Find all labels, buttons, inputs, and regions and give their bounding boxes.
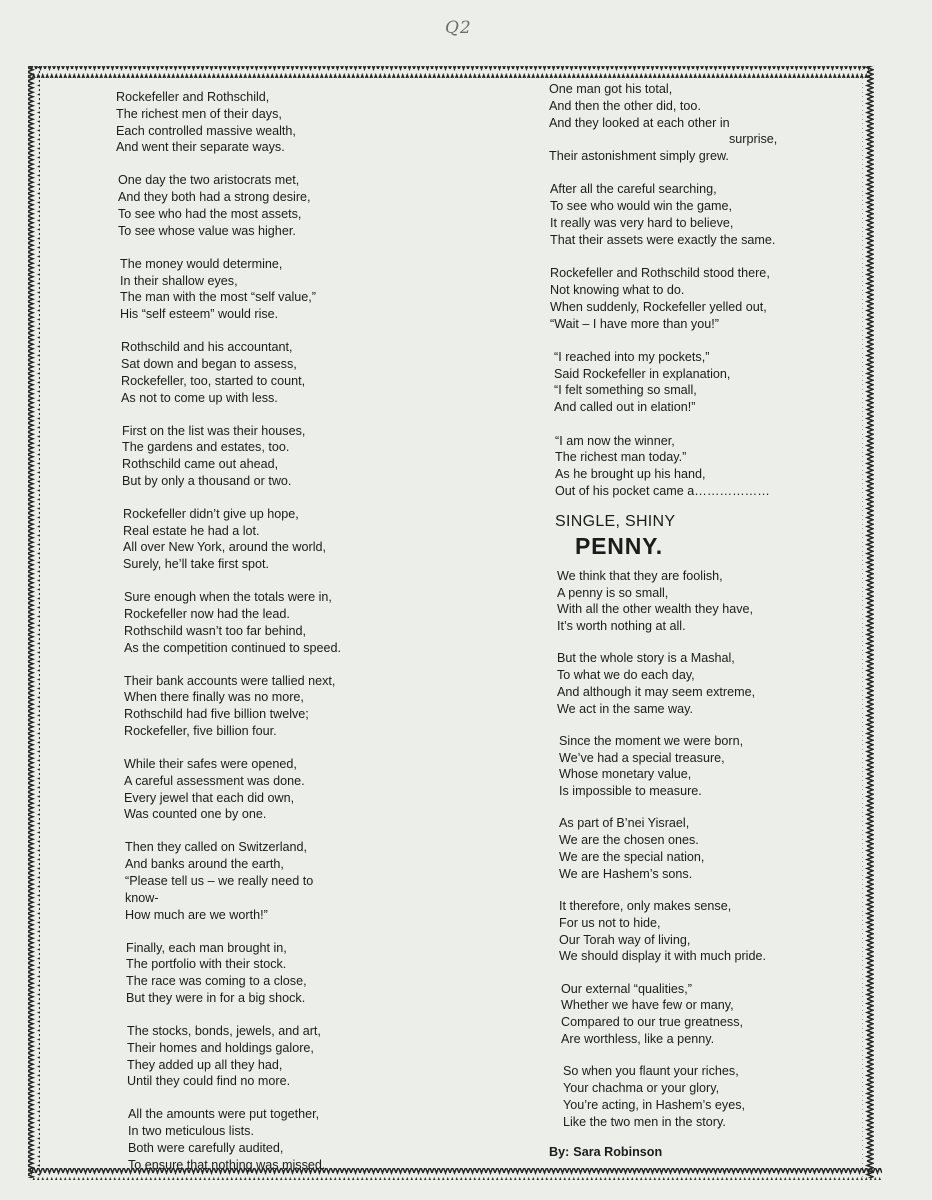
border-right [862, 66, 874, 1178]
byline-prefix: By: [549, 1144, 570, 1159]
poem-line: Both were carefully audited, [128, 1140, 284, 1155]
stanza [549, 568, 799, 635]
poem-line: To see who would win the game, [550, 199, 733, 214]
stanza [116, 940, 386, 1007]
poem-line: The man with the most “self value,” [120, 290, 316, 305]
poem-line: To see whose value was higher. [118, 223, 296, 238]
poem-line: While their safes were opened, [124, 757, 297, 771]
poem-line: And they looked at each other in [549, 115, 730, 130]
poem-line: And called out in elation!” [554, 400, 696, 415]
poem-line: Said Rockefeller in explanation, [554, 366, 731, 381]
stanza [116, 256, 386, 323]
poem-line: You’re acting, in Hashem’s eyes, [563, 1097, 746, 1112]
stanza [116, 589, 386, 656]
poem-line: Until they could find no more. [127, 1074, 291, 1089]
poem-line: The money would determine, [120, 256, 283, 271]
poem-line: First on the list was their houses, [122, 423, 306, 438]
poem-line: Rothschild wasn’t too far behind, [124, 623, 307, 638]
poem-line: Surely, he’ll take first spot. [123, 557, 270, 572]
poem-line: And they both had a strong desire, [118, 190, 311, 205]
stanza [549, 433, 799, 500]
poem-line: And banks around the earth, [125, 857, 284, 872]
poem-line: Like the two men in the story. [563, 1114, 726, 1129]
poem-line: Whose monetary value, [559, 767, 692, 782]
poem-line: When suddenly, Rockefeller yelled out, [550, 299, 767, 314]
poem-right-top [549, 81, 799, 500]
poem-line: We’ve had a special treasure, [559, 750, 725, 765]
stanza [549, 81, 799, 165]
page-mark: Q2 [445, 18, 472, 38]
poem-line: Real estate he had a lot. [123, 523, 260, 538]
poem-line: Their bank accounts were tallied next, [124, 673, 336, 688]
stanza [116, 423, 386, 490]
poem-line: Rockefeller now had the lead. [124, 607, 290, 622]
poem-line: Their astonishment simply grew. [549, 149, 729, 164]
poem-line: And then the other did, too. [549, 98, 701, 113]
stanza [549, 815, 799, 882]
poem-line: In two meticulous lists. [128, 1124, 254, 1139]
poem-line: To what we do each day, [557, 668, 695, 683]
poem-line: To ensure that nothing was missed. [128, 1157, 326, 1172]
poem-line: Your chachma or your glory, [563, 1081, 720, 1095]
poem-line: As he brought up his hand, [555, 467, 706, 482]
poem-line: One man got his total, [549, 82, 673, 96]
stanza [549, 981, 799, 1048]
poem-line: Then they called on Switzerland, [125, 840, 308, 855]
poem-line: With all the other wealth they have, [557, 602, 754, 617]
poem-line: surprise, [729, 132, 778, 147]
stanza [549, 1063, 799, 1130]
poem-line: It’s worth nothing at all. [557, 619, 686, 634]
poem-line: The richest man today.” [555, 450, 687, 465]
poem-line: Sat down and began to assess, [121, 356, 297, 371]
poem-line: The richest men of their days, [116, 106, 282, 121]
stanza [116, 756, 386, 823]
poem-line: Rothschild had five billion twelve; [124, 707, 309, 722]
poem-line: The portfolio with their stock. [126, 957, 287, 972]
poem-line: We act in the same way. [557, 701, 694, 716]
poem-left-column [116, 89, 386, 1190]
stanza [116, 339, 386, 406]
poem-line: Each controlled massive wealth, [116, 123, 296, 138]
stanza [116, 89, 386, 156]
stanza [116, 506, 386, 573]
poem-line: Whether we have few or many, [561, 998, 734, 1013]
poem-line: Compared to our true greatness, [561, 1015, 744, 1030]
poem-line: “I am now the winner, [555, 433, 675, 448]
stanza [549, 265, 799, 332]
poem-right-column [549, 81, 799, 1161]
poem-line: Rothschild and his accountant, [121, 340, 293, 355]
poem-line: Rockefeller and Rothschild, [116, 90, 270, 104]
poem-line: How much are we worth!” [125, 907, 268, 922]
poem-line: One day the two aristocrats met, [118, 173, 300, 188]
poem-line: The gardens and estates, too. [122, 440, 290, 455]
stanza [549, 733, 799, 800]
stanza [116, 1106, 386, 1173]
stanza [549, 181, 799, 248]
poem-line: So when you flaunt your riches, [563, 1064, 739, 1079]
byline-author: Sara Robinson [573, 1144, 663, 1159]
poem-line: It therefore, only makes sense, [559, 899, 732, 914]
poem-line: Since the moment we were born, [559, 733, 744, 748]
poem-line: His “self esteem” would rise. [120, 307, 279, 322]
border-top [30, 66, 870, 78]
poem-line: But they were in for a big shock. [126, 990, 306, 1005]
poem-line: We are Hashem’s sons. [559, 866, 693, 881]
stanza [116, 172, 386, 239]
poem-line: When there finally was no more, [124, 690, 304, 705]
poem-line: As not to come up with less. [121, 390, 278, 405]
poem-line: We are the special nation, [559, 850, 705, 865]
stanza [116, 839, 386, 923]
poem-line: A careful assessment was done. [124, 773, 305, 788]
poem-line: But the whole story is a Mashal, [557, 651, 735, 666]
poem-line: We are the chosen ones. [559, 833, 699, 848]
poem-line: Rockefeller and Rothschild stood there, [550, 266, 770, 281]
poem-line: Rockefeller didn’t give up hope, [123, 506, 299, 521]
poem-line: Out of his pocket came a……………… [555, 483, 770, 498]
poem-line: We think that they are foolish, [557, 568, 723, 583]
poem-line: But by only a thousand or two. [122, 473, 292, 488]
poem-line: As part of B’nei Yisrael, [559, 816, 690, 831]
stanza [549, 898, 799, 965]
poem-line: For us not to hide, [559, 915, 661, 930]
poem-line: know- [125, 890, 159, 905]
poem-line: We should display it with much pride. [559, 949, 766, 964]
poem-line: It really was very hard to believe, [550, 216, 734, 231]
poem-line: Was counted one by one. [124, 807, 267, 822]
stanza [549, 650, 799, 717]
byline [549, 1144, 799, 1161]
poem-line: “Wait – I have more than you!” [550, 316, 719, 331]
poem-line: To see who had the most assets, [118, 206, 302, 221]
poem-line: Our external “qualities,” [561, 981, 692, 996]
heading-title: PENNY. [575, 532, 663, 559]
poem-line: A penny is so small, [557, 585, 669, 600]
poem-line: “I reached into my pockets,” [554, 349, 710, 364]
poem-line: Is impossible to measure. [559, 784, 702, 799]
poem-line: The stocks, bonds, jewels, and art, [127, 1023, 321, 1038]
poem-right-bottom [549, 568, 799, 1131]
poem-line: In their shallow eyes, [120, 273, 238, 288]
poem-line: Their homes and holdings galore, [127, 1040, 314, 1055]
poem-line: They added up all they had, [127, 1057, 283, 1072]
poem-line: That their assets were exactly the same. [550, 232, 776, 247]
poem-line: And went their separate ways. [116, 140, 285, 155]
poem-line: Not knowing what to do. [550, 282, 685, 297]
border-left [28, 66, 40, 1178]
stanza [116, 1023, 386, 1090]
poem-line: Rockefeller, too, started to count, [121, 373, 306, 388]
poem-line: Rockefeller, five billion four. [124, 724, 277, 739]
poem-line: Finally, each man brought in, [126, 940, 287, 955]
poem-line: “I felt something so small, [554, 383, 697, 398]
poem-line: “Please tell us – we really need to [125, 873, 314, 888]
poem-line: The race was coming to a close, [126, 974, 307, 989]
stanza [116, 673, 386, 740]
poem-line: Our Torah way of living, [559, 932, 691, 947]
poem-line: As the competition continued to speed. [124, 640, 342, 655]
stanza [549, 349, 799, 416]
poem-line: After all the careful searching, [550, 182, 717, 197]
poem-line: Sure enough when the totals were in, [124, 590, 332, 605]
poem-line: And although it may seem extreme, [557, 684, 756, 699]
poem-line: All over New York, around the world, [123, 540, 327, 555]
poem-line: Are worthless, like a penny. [561, 1032, 715, 1047]
poem-line: All the amounts were put together, [128, 1107, 320, 1122]
poem-line: Rothschild came out ahead, [122, 457, 279, 472]
poem-line: Every jewel that each did own, [124, 790, 295, 805]
heading-subtitle: SINGLE, SHINY [555, 512, 676, 530]
